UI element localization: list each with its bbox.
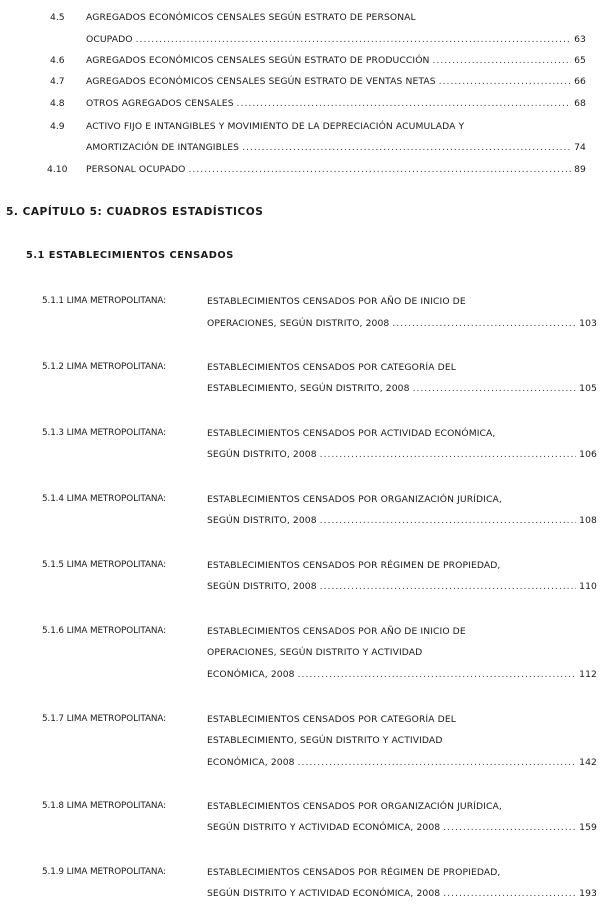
dot-leader — [136, 34, 571, 45]
table-label: 5.1.6 LIMA METROPOLITANA: — [42, 626, 166, 636]
toc-item-title[interactable]: AGREGADOS ECONÓMICOS CENSALES SEGÚN ESTRATO DE PRODUCCIÓN ..... 65 — [86, 55, 586, 66]
dot-leader — [413, 383, 577, 394]
table-label: 5.1.7 LIMA METROPOLITANA: — [42, 714, 166, 724]
table-title: ESTABLECIMIENTOS CENSADOS POR CATEGORÍA DEL — [207, 362, 456, 373]
table-title: ESTABLECIMIENTOS CENSADOS POR CATEGORÍA DEL — [207, 714, 456, 725]
table-label: 5.1.8 LIMA METROPOLITANA: — [42, 801, 166, 811]
page-number: 66 — [574, 76, 586, 87]
table-title: ESTABLECIMIENTOS CENSADOS POR ORGANIZACIÓN JURÍDICA, — [207, 801, 502, 812]
dot-leader — [392, 318, 576, 329]
page-number: 105 — [579, 383, 597, 394]
dot-leader — [443, 822, 576, 833]
table-label: 5.1.5 LIMA METROPOLITANA: — [42, 560, 166, 570]
toc-item-title-continued[interactable]: OCUPADO ..... 63 — [86, 34, 586, 45]
table-title-continued[interactable]: SEGÚN DISTRITO, 2008 ..... 110 — [207, 581, 597, 592]
toc-item-number: 4.9 — [50, 121, 65, 132]
table-title-continued[interactable]: ESTABLECIMIENTO, SEGÚN DISTRITO, 2008 ..... 105 — [207, 383, 597, 394]
table-title: ESTABLECIMIENTOS CENSADOS POR ORGANIZACIÓN JURÍDICA, — [207, 494, 502, 505]
toc-item-number: 4.8 — [50, 98, 65, 109]
toc-item-title[interactable]: PERSONAL OCUPADO ..... 89 — [86, 164, 586, 175]
table-title: ESTABLECIMIENTOS CENSADOS POR RÉGIMEN DE PROPIEDAD, — [207, 867, 501, 878]
table-label: 5.1.3 LIMA METROPOLITANA: — [42, 428, 166, 438]
table-title-continued[interactable]: SEGÚN DISTRITO, 2008 ..... 106 — [207, 449, 597, 460]
toc-item-title-continued[interactable]: AMORTIZACIÓN DE INTANGIBLES ..... 74 — [86, 142, 586, 153]
table-title-continued[interactable]: SEGÚN DISTRITO Y ACTIVIDAD ECONÓMICA, 2008 ..... 159 — [207, 822, 597, 833]
page-number: 89 — [574, 164, 586, 175]
table-title-continued[interactable]: SEGÚN DISTRITO, 2008 ..... 108 — [207, 515, 597, 526]
chapter-heading: 5. CAPÍTULO 5: CUADROS ESTADÍSTICOS — [6, 206, 264, 218]
page-number: 110 — [579, 581, 597, 592]
toc-item-number: 4.5 — [50, 12, 65, 23]
table-title: ESTABLECIMIENTO, SEGÚN DISTRITO Y ACTIVIDAD — [207, 735, 443, 746]
page-number: 108 — [579, 515, 597, 526]
page-number: 142 — [579, 757, 597, 768]
dot-leader — [320, 515, 576, 526]
page-number: 106 — [579, 449, 597, 460]
dot-leader — [298, 757, 577, 768]
page-number: 65 — [574, 55, 586, 66]
dot-leader — [320, 581, 576, 592]
table-label: 5.1.1 LIMA METROPOLITANA: — [42, 296, 166, 306]
table-title: OPERACIONES, SEGÚN DISTRITO Y ACTIVIDAD — [207, 647, 423, 658]
toc-item-title: ACTIVO FIJO E INTANGIBLES Y MOVIMIENTO DE LA DEPRECIACIÓN ACUMULADA Y — [86, 121, 465, 132]
table-title-continued[interactable]: ECONÓMICA, 2008 ..... 112 — [207, 669, 597, 680]
page-number: 63 — [574, 34, 586, 45]
section-heading: 5.1 ESTABLECIMIENTOS CENSADOS — [26, 250, 234, 261]
page-number: 103 — [579, 318, 597, 329]
table-title: ESTABLECIMIENTOS CENSADOS POR AÑO DE INICIO DE — [207, 626, 466, 637]
toc-item-number: 4.6 — [50, 55, 65, 66]
table-title-continued[interactable]: ECONÓMICA, 2008 ..... 142 — [207, 757, 597, 768]
dot-leader — [433, 55, 572, 66]
toc-item-title: AGREGADOS ECONÓMICOS CENSALES SEGÚN ESTRATO DE PERSONAL — [86, 12, 416, 23]
table-title: ESTABLECIMIENTOS CENSADOS POR ACTIVIDAD ECONÓMICA, — [207, 428, 496, 439]
toc-item-title[interactable]: OTROS AGREGADOS CENSALES ..... 68 — [86, 98, 586, 109]
toc-item-number: 4.7 — [50, 76, 65, 87]
table-title: ESTABLECIMIENTOS CENSADOS POR AÑO DE INICIO DE — [207, 296, 466, 307]
table-title: ESTABLECIMIENTOS CENSADOS POR RÉGIMEN DE PROPIEDAD, — [207, 560, 501, 571]
dot-leader — [237, 98, 571, 109]
dot-leader — [242, 142, 571, 153]
table-label: 5.1.2 LIMA METROPOLITANA: — [42, 362, 166, 372]
page-number: 193 — [579, 888, 597, 899]
page-number: 74 — [574, 142, 586, 153]
page-number: 112 — [579, 669, 597, 680]
table-label: 5.1.9 LIMA METROPOLITANA: — [42, 867, 166, 877]
dot-leader — [320, 449, 576, 460]
page-number: 159 — [579, 822, 597, 833]
table-title-continued[interactable]: SEGÚN DISTRITO Y ACTIVIDAD ECONÓMICA, 2008 ..... 193 — [207, 888, 597, 899]
dot-leader — [298, 669, 577, 680]
table-label: 5.1.4 LIMA METROPOLITANA: — [42, 494, 166, 504]
toc-item-number: 4.10 — [47, 164, 68, 175]
dot-leader — [443, 888, 576, 899]
toc-item-title[interactable]: AGREGADOS ECONÓMICOS CENSALES SEGÚN ESTRATO DE VENTAS NETAS ..... 66 — [86, 76, 586, 87]
dot-leader — [439, 76, 571, 87]
table-title-continued[interactable]: OPERACIONES, SEGÚN DISTRITO, 2008 ..... 103 — [207, 318, 597, 329]
page-number: 68 — [574, 98, 586, 109]
dot-leader — [189, 164, 572, 175]
